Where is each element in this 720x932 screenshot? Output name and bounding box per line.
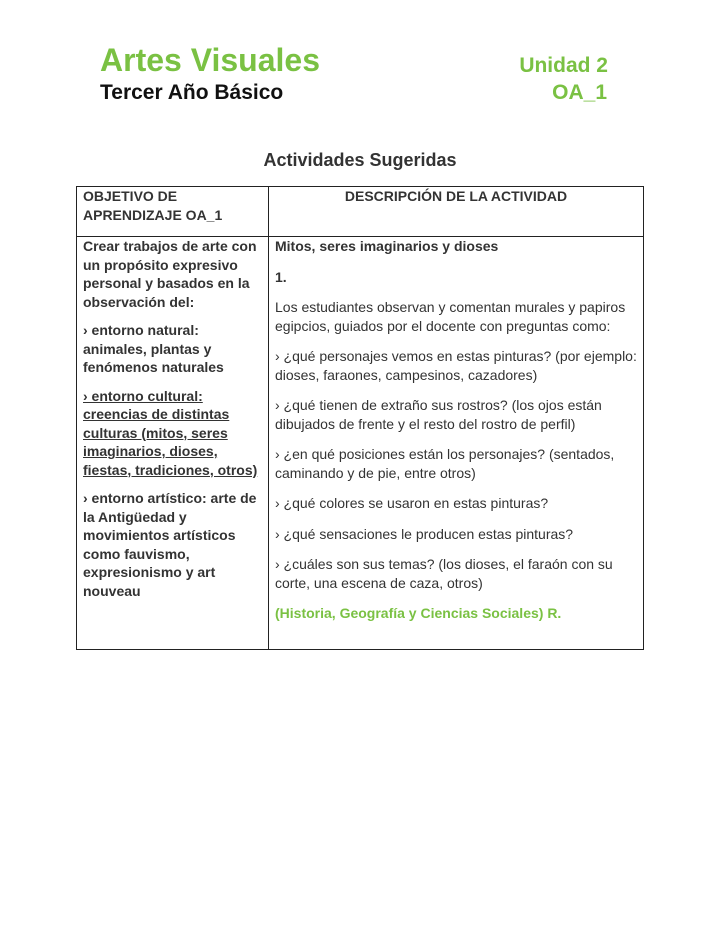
objective-header: OBJETIVO DE APRENDIZAJE OA_1 [77, 187, 269, 237]
activity-heading: Mitos, seres imaginarios y dioses [275, 238, 499, 254]
section-title: Actividades Sugeridas [263, 150, 457, 170]
objective-cultural: › entorno cultural: creencias de distintas culturas (mitos, seres imaginarios, dioses, fiestas, tradiciones, otros) [83, 387, 258, 478]
oa-label: OA_1 [552, 81, 607, 104]
objective-natural: › entorno natural: animales, plantas y fenómenos naturales [83, 322, 224, 375]
activity-cell [269, 237, 644, 650]
document-subtitle: Tercer Año Básico [100, 81, 284, 104]
objective-intro: Crear trabajos de arte con un propósito expresivo personal y basados en la observación del: [83, 238, 257, 310]
activity-number: 1. [275, 268, 287, 285]
activity-question: › ¿cuáles son sus temas? (los dioses, el faraón con su corte, una escena de caza, otros) [275, 556, 613, 591]
document-title: Artes Visuales [100, 42, 320, 78]
description-header: DESCRIPCIÓN DE LA ACTIVIDAD [269, 187, 644, 237]
activity-intro: Los estudiantes observan y comentan murales y papiros egipcios, guiados por el docente con preguntas como: [275, 299, 626, 334]
objective-artistic: › entorno artístico: arte de la Antigüedad y movimientos artísticos como fauvismo, expresionismo y art nouveau [83, 490, 257, 599]
activity-question: › ¿qué colores se usaron en estas pinturas? [275, 495, 549, 511]
table-header-row [77, 187, 644, 237]
table-row [77, 237, 644, 650]
activity-question: › ¿qué personajes vemos en estas pinturas? (por ejemplo: dioses, faraones, campesinos, cazadores) [275, 348, 637, 383]
activity-question: › ¿qué sensaciones le producen estas pinturas? [275, 525, 574, 542]
activity-question: › ¿qué tienen de extraño sus rostros? (los ojos están dibujados de frente y el resto del rostro de perfil) [275, 397, 602, 432]
unit-label: Unidad 2 [519, 54, 608, 77]
objective-cell [77, 237, 269, 650]
activity-question: › ¿en qué posiciones están los personajes? (sentados, caminando y de pie, entre otros) [275, 446, 615, 481]
activity-reference: (Historia, Geografía y Ciencias Sociales) R. [275, 605, 562, 621]
activities-table [76, 186, 644, 650]
